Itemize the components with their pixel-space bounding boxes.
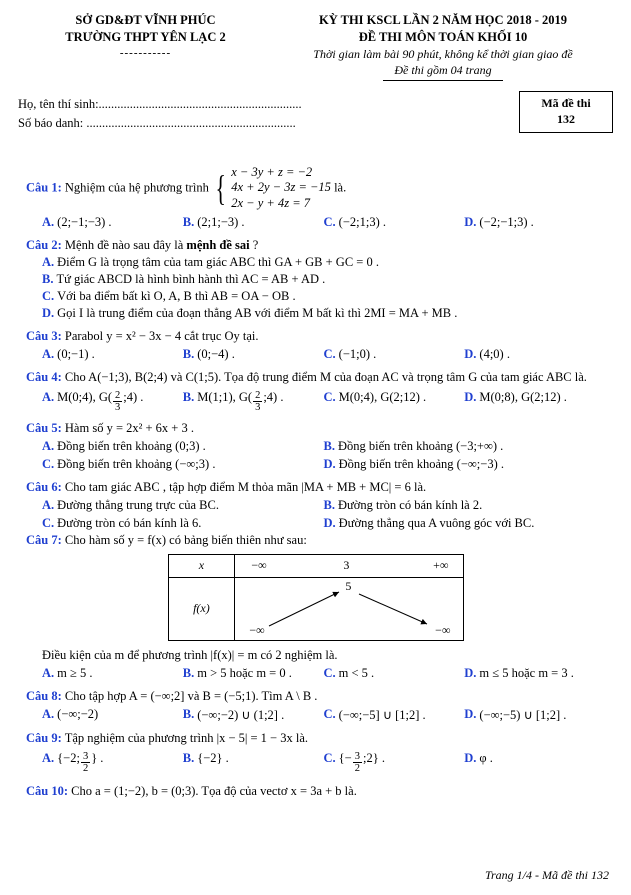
answer-option[interactable]: A. (2;−1;−3) . — [42, 214, 112, 229]
fraction: $\frac{3}{2}$ — [354, 750, 360, 774]
exam-code-label: Mã đề thi — [541, 96, 591, 111]
exam-subject: ĐỀ THI MÔN TOÁN KHỐI 10 — [358, 29, 528, 44]
question-7 — [26, 533, 605, 548]
x-value-left: −∞ — [251, 557, 267, 572]
question-7-label: Câu 7: — [26, 532, 62, 547]
question-1-answers — [26, 215, 605, 230]
question-2 — [26, 238, 605, 253]
answer-option[interactable]: A. (0;−1) . — [42, 346, 95, 361]
question-9-answers — [26, 751, 605, 774]
answer-option[interactable]: A. Điểm G là trọng tâm của tam giác ABC thì GA + GB + GC = 0 . — [42, 254, 379, 269]
answer-option[interactable]: C. (−1;0) . — [323, 346, 377, 361]
x-value-mid: 3 — [343, 557, 350, 572]
question-1 — [26, 165, 605, 212]
answer-option[interactable]: B. (−∞;−2) ∪ (1;2] . — [182, 706, 285, 722]
exam-code-box — [519, 91, 613, 132]
answer-option[interactable]: D. (4;0) . — [464, 346, 510, 361]
x-value-right: +∞ — [433, 557, 449, 572]
question-8-text: Cho tập hợp A = (−∞;2] và B = (−5;1). Tìm A \ B . — [64, 688, 318, 703]
exam-pages: Đề thi gồm 04 trang — [394, 62, 492, 77]
question-8-answers — [26, 707, 605, 723]
brace-icon: { — [215, 167, 226, 208]
question-5 — [26, 421, 605, 436]
question-3-text: Parabol y = x² − 3x − 4 cắt trục Oy tại. — [64, 328, 259, 343]
table-row — [168, 577, 463, 640]
question-1-text: Nghiệm của hệ phương trình — [64, 179, 209, 194]
answer-option[interactable]: D. φ . — [464, 750, 493, 765]
answer-option[interactable]: A. Đường thẳng trung trực của BC. — [42, 497, 219, 512]
school-department: SỞ GD&ĐT VĨNH PHÚC — [75, 13, 216, 27]
answer-option[interactable]: B. M(1;1), G( $\frac{2}{3}$ ;4) . — [182, 389, 284, 413]
question-5-answers-row2 — [26, 457, 605, 472]
answer-option[interactable]: C. Với ba điểm bất kì O, A, B thì AB = OA − OB . — [42, 288, 296, 303]
answer-option[interactable]: A. M(0;4), G( $\frac{2}{3}$ ;4) . — [42, 389, 144, 413]
answer-option[interactable]: C. (−∞;−5] ∪ [1;2] . — [323, 706, 426, 722]
answer-option[interactable]: D. (−∞;−5) ∪ [1;2] . — [464, 706, 567, 722]
answer-option[interactable]: C. Đồng biến trên khoảng (−∞;3) . — [42, 456, 216, 471]
answer-option[interactable]: B. (2;1;−3) . — [182, 214, 245, 229]
question-5-label: Câu 5: — [26, 420, 62, 435]
variation-x-label: x — [168, 554, 235, 577]
fraction: $\frac{2}{3}$ — [255, 389, 261, 413]
question-8 — [26, 689, 605, 704]
question-6-label: Câu 6: — [26, 479, 62, 494]
question-6 — [26, 480, 605, 495]
header-dash: ----------- — [119, 46, 172, 59]
question-1-label: Câu 1: — [26, 179, 62, 194]
answer-option[interactable]: C. M(0;4), G(2;12) . — [323, 389, 427, 404]
question-6-answers-row2 — [26, 516, 605, 531]
answer-option[interactable]: D. m ≤ 5 hoặc m = 3 . — [464, 665, 574, 680]
answer-option[interactable]: D. M(0;8), G(2;12) . — [464, 389, 567, 404]
page-footer: Trang 1/4 - Mã đề thi 132 — [484, 868, 609, 882]
exam-title: KỲ THI KSCL LẦN 2 NĂM HỌC 2018 - 2019 — [318, 13, 568, 27]
question-4-text: Cho A(−1;3), B(2;4) và C(1;5). Tọa độ trung điểm M của đoạn AC và trọng tâm G của tam giác ABC là. — [64, 369, 587, 384]
exam-code-value: 132 — [557, 112, 575, 127]
answer-option[interactable]: D. (−2;−1;3) . — [464, 214, 534, 229]
question-10-text: Cho a = (1;−2), b = (0;3). Tọa độ của vectơ x = 3a + b là. — [71, 783, 357, 798]
candidate-id-line: Số báo danh: ................................................................... — [18, 115, 296, 130]
question-1-system — [212, 165, 331, 212]
fraction: $\frac{3}{2}$ — [82, 750, 89, 774]
answer-option[interactable]: A. m ≥ 5 . — [42, 665, 93, 680]
answer-option[interactable]: A. (−∞;−2) — [42, 706, 99, 721]
answer-option[interactable]: A. Đồng biến trên khoảng (0;3) . — [42, 438, 206, 453]
answer-option[interactable]: D. Gọi I là trung điểm của đoạn thẳng AB với điểm M bất kì thì 2MI = MA + MB . — [42, 305, 458, 320]
question-2-bold: mệnh đề sai — [186, 237, 250, 252]
question-5-answers-row1 — [26, 439, 605, 454]
question-10-label: Câu 10: — [26, 783, 69, 798]
answer-option[interactable]: C. m < 5 . — [323, 665, 375, 680]
document-header — [0, 0, 631, 81]
answer-option[interactable]: B. Tứ giác ABCD là hình bình hành thì AC = AB + AD . — [42, 271, 326, 286]
table-row — [168, 554, 463, 577]
answer-option[interactable]: B. m > 5 hoặc m = 0 . — [182, 665, 292, 680]
question-2-text: Mệnh đề nào sau đây là — [64, 237, 184, 252]
answer-option[interactable]: D. Đồng biến trên khoảng (−∞;−3) . — [323, 456, 504, 471]
answer-option[interactable]: C. (−2;1;3) . — [323, 214, 386, 229]
question-9-label: Câu 9: — [26, 730, 62, 745]
question-9-text: Tập nghiệm của phương trình |x − 5| = 1 − 3x là. — [64, 730, 309, 745]
question-9 — [26, 731, 605, 746]
header-divider — [383, 80, 503, 81]
system-line-2: 4x + 2y − 3z = −15 — [231, 180, 331, 195]
answer-option[interactable]: C. {− $\frac{3}{2}$ ;2} . — [323, 750, 385, 774]
exam-block — [273, 12, 613, 81]
system-line-1: x − 3y + z = −2 — [231, 164, 313, 179]
question-7-condition: Điều kiện của m để phương trình |f(x)| = m có 2 nghiệm là. — [42, 647, 338, 662]
answer-option[interactable]: B. Đường tròn có bán kính là 2. — [323, 497, 483, 512]
question-4 — [26, 370, 605, 385]
y-left-value: −∞ — [249, 622, 265, 637]
answer-option[interactable]: B. {−2} . — [182, 750, 229, 765]
question-4-answers — [26, 390, 605, 413]
candidate-name-line: Họ, tên thí sinh:................................................................. — [18, 97, 302, 112]
candidate-info — [0, 95, 631, 133]
variation-x-values — [235, 554, 463, 577]
question-2-text-after: ? — [252, 237, 259, 252]
question-5-text: Hàm số y = 2x² + 6x + 3 . — [64, 420, 194, 435]
exam-duration: Thời gian làm bài 90 phút, không kể thời gian giao đề — [313, 46, 573, 61]
answer-option[interactable]: A. {−2; $\frac{3}{2}$ } . — [42, 750, 104, 774]
school-block — [18, 12, 273, 81]
answer-option[interactable]: B. (0;−4) . — [182, 346, 235, 361]
y-right-value: −∞ — [435, 622, 451, 637]
question-3-label: Câu 3: — [26, 328, 62, 343]
variation-table — [168, 554, 464, 641]
question-7-answers — [26, 666, 605, 681]
question-3 — [26, 329, 605, 344]
question-6-text: Cho tam giác ABC , tập hợp điểm M thỏa mãn |MA + MB + MC| = 6 là. — [64, 479, 427, 494]
school-name: TRƯỜNG THPT YÊN LẠC 2 — [65, 29, 226, 44]
fraction: $\frac{2}{3}$ — [115, 389, 121, 413]
question-7-text: Cho hàm số y = f(x) có bảng biến thiên như sau: — [64, 532, 307, 547]
variation-values — [235, 577, 463, 640]
question-3-answers — [26, 347, 605, 362]
answer-option[interactable]: D. Đường thẳng qua A vuông góc với BC. — [323, 515, 535, 530]
question-1-after: là. — [334, 179, 347, 194]
question-6-answers-row1 — [26, 498, 605, 513]
answer-option[interactable]: C. Đường tròn có bán kính là 6. — [42, 515, 202, 530]
question-10 — [26, 784, 605, 799]
questions-body — [0, 133, 631, 799]
question-8-label: Câu 8: — [26, 688, 62, 703]
question-2-label: Câu 2: — [26, 237, 62, 252]
y-peak-value: 5 — [345, 578, 352, 593]
answer-option[interactable]: B. Đồng biến trên khoảng (−3;+∞) . — [323, 438, 504, 453]
variation-f-label: f(x) — [168, 577, 235, 640]
question-4-label: Câu 4: — [26, 369, 62, 384]
system-line-3: 2x − y + 4z = 7 — [231, 195, 311, 210]
